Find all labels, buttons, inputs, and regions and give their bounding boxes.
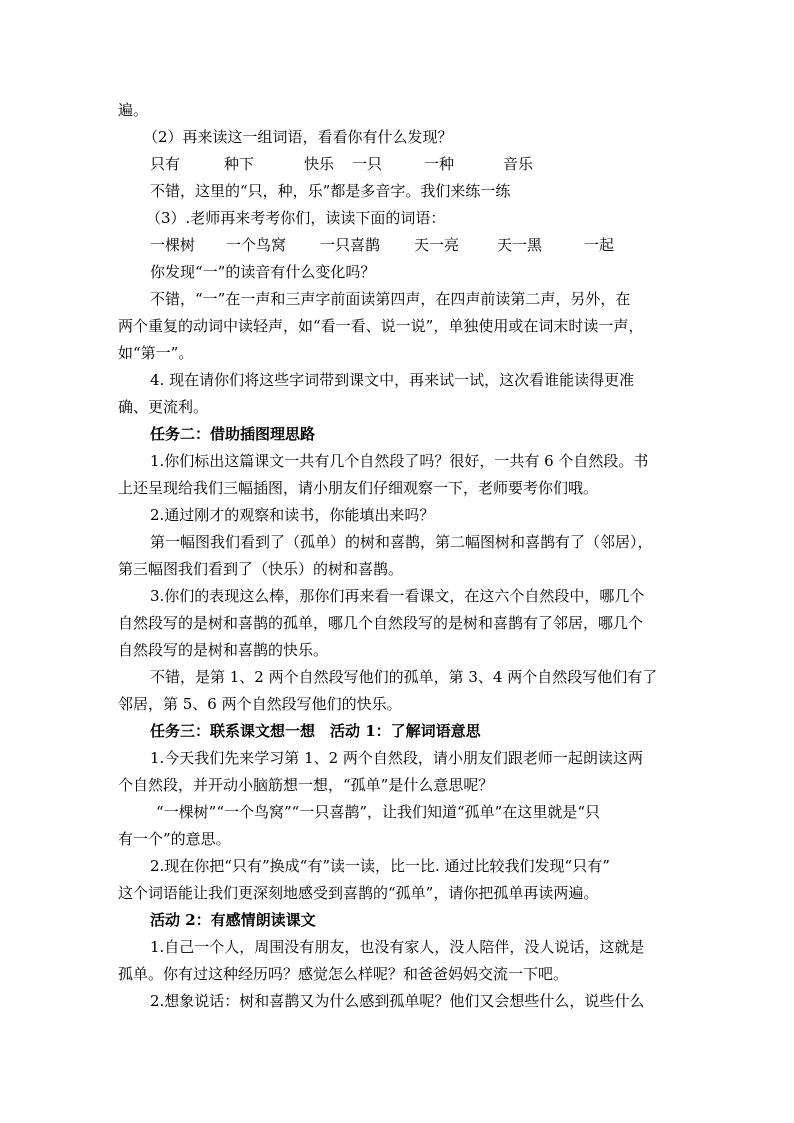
- text-line: 2.想象说话：树和喜鹊又为什么感到孤单呢？他们又会想些什么，说些什么: [150, 992, 645, 1010]
- section-heading: 活动 2：有感情朗读课文: [150, 911, 316, 929]
- text-line: 2.现在你把“只有”换成“有”读一读，比一比. 通过比较我们发现“只有”: [150, 857, 610, 875]
- text-line: 自然段写的是树和喜鹊的快乐。: [118, 641, 329, 659]
- word: 天一黑: [497, 236, 543, 254]
- word: 一只: [352, 155, 383, 173]
- word: 只有: [150, 155, 181, 173]
- text-line: 两个重复的动词中读轻声，如“看一看、说一说”，单独使用或在词末时读一声，: [118, 317, 644, 335]
- text-line: 不错，“一”在一声和三声字前面读第四声，在四声前读第二声，另外，在: [150, 290, 631, 308]
- word: 天一亮: [414, 236, 460, 254]
- text-line: “一棵树”“一个鸟窝”“一只喜鹊”，让我们知道“孤单”在这里就是“只: [156, 803, 601, 821]
- text-line: （2）再来读这一组词语，看看你有什么发现？: [143, 128, 453, 146]
- text-line: 上还呈现给我们三幅插图，请小朋友们仔细观察一下，老师要考你们哦。: [118, 479, 599, 497]
- text-line: 第三幅图我们看到了（快乐）的树和喜鹊。: [118, 560, 404, 578]
- text-line: （3）.老师再来考考你们，读读下面的词语：: [146, 209, 446, 227]
- word: 一种: [424, 155, 455, 173]
- word: 一棵树: [150, 236, 196, 254]
- word: 种下: [224, 155, 255, 173]
- text-line: 邻居，第 5、6 两个自然段写他们的快乐。: [118, 695, 402, 713]
- text-line: 1.自己一个人，周围没有朋友，也没有家人，没人陪伴，没人说话，这就是: [150, 938, 645, 956]
- text-line: 确、更流利。: [118, 398, 209, 416]
- text-line: 孤单。你有过这种经历吗？感觉怎么样呢？和爸爸妈妈交流一下吧。: [118, 965, 569, 983]
- word: 音乐: [503, 155, 534, 173]
- text-line: 你发现“一”的读音有什么变化吗？: [150, 263, 376, 281]
- word: 一个鸟窝: [226, 236, 287, 254]
- text-line: 自然段写的是树和喜鹊的孤单，哪几个自然段写的是树和喜鹊有了邻居，哪几个: [118, 614, 644, 632]
- text-line: 1.今天我们先来学习第 1、2 两个自然段，请小朋友们跟老师一起朗读这两: [150, 749, 643, 767]
- word: 快乐: [304, 155, 335, 173]
- text-line: 遍。: [118, 101, 149, 119]
- text-line: 3.你们的表现这么棒，那你们再来看一看课文，在这六个自然段中，哪几个: [150, 587, 645, 605]
- text-line: 不错，这里的“只，种，乐”都是多音字。我们来练一练: [150, 182, 511, 200]
- text-line: 不错，是第 1、2 两个自然段写他们的孤单，第 3、4 两个自然段写他们有了: [150, 668, 658, 686]
- section-heading: 任务三：联系课文想一想 活动 1：了解词语意思: [150, 722, 481, 740]
- text-line: 1.你们标出这篇课文一共有几个自然段了吗？很好，一共有 6 个自然段。书: [150, 452, 649, 470]
- text-line: 第一幅图我们看到了（孤单）的树和喜鹊，第二幅图树和喜鹊有了（邻居），: [150, 533, 653, 551]
- text-line: 有一个”的意思。: [118, 830, 231, 848]
- text-line: 2.通过刚才的观察和读书，你能填出来吗？: [150, 506, 435, 524]
- text-line: 个自然段，并开动小脑筋想一想，“孤单”是什么意思呢？: [118, 776, 494, 794]
- section-heading: 任务二：借助插图理思路: [150, 425, 316, 443]
- text-line: 4. 现在请你们将这些字词带到课文中，再来试一试，这次看谁能读得更准: [150, 371, 635, 389]
- text-line: 如“第一”。: [118, 344, 194, 362]
- word: 一只喜鹊: [320, 236, 381, 254]
- text-line: 这个词语能让我们更深刻地感受到喜鹊的“孤单”，请你把孤单再读两遍。: [118, 884, 599, 902]
- word: 一起: [584, 236, 615, 254]
